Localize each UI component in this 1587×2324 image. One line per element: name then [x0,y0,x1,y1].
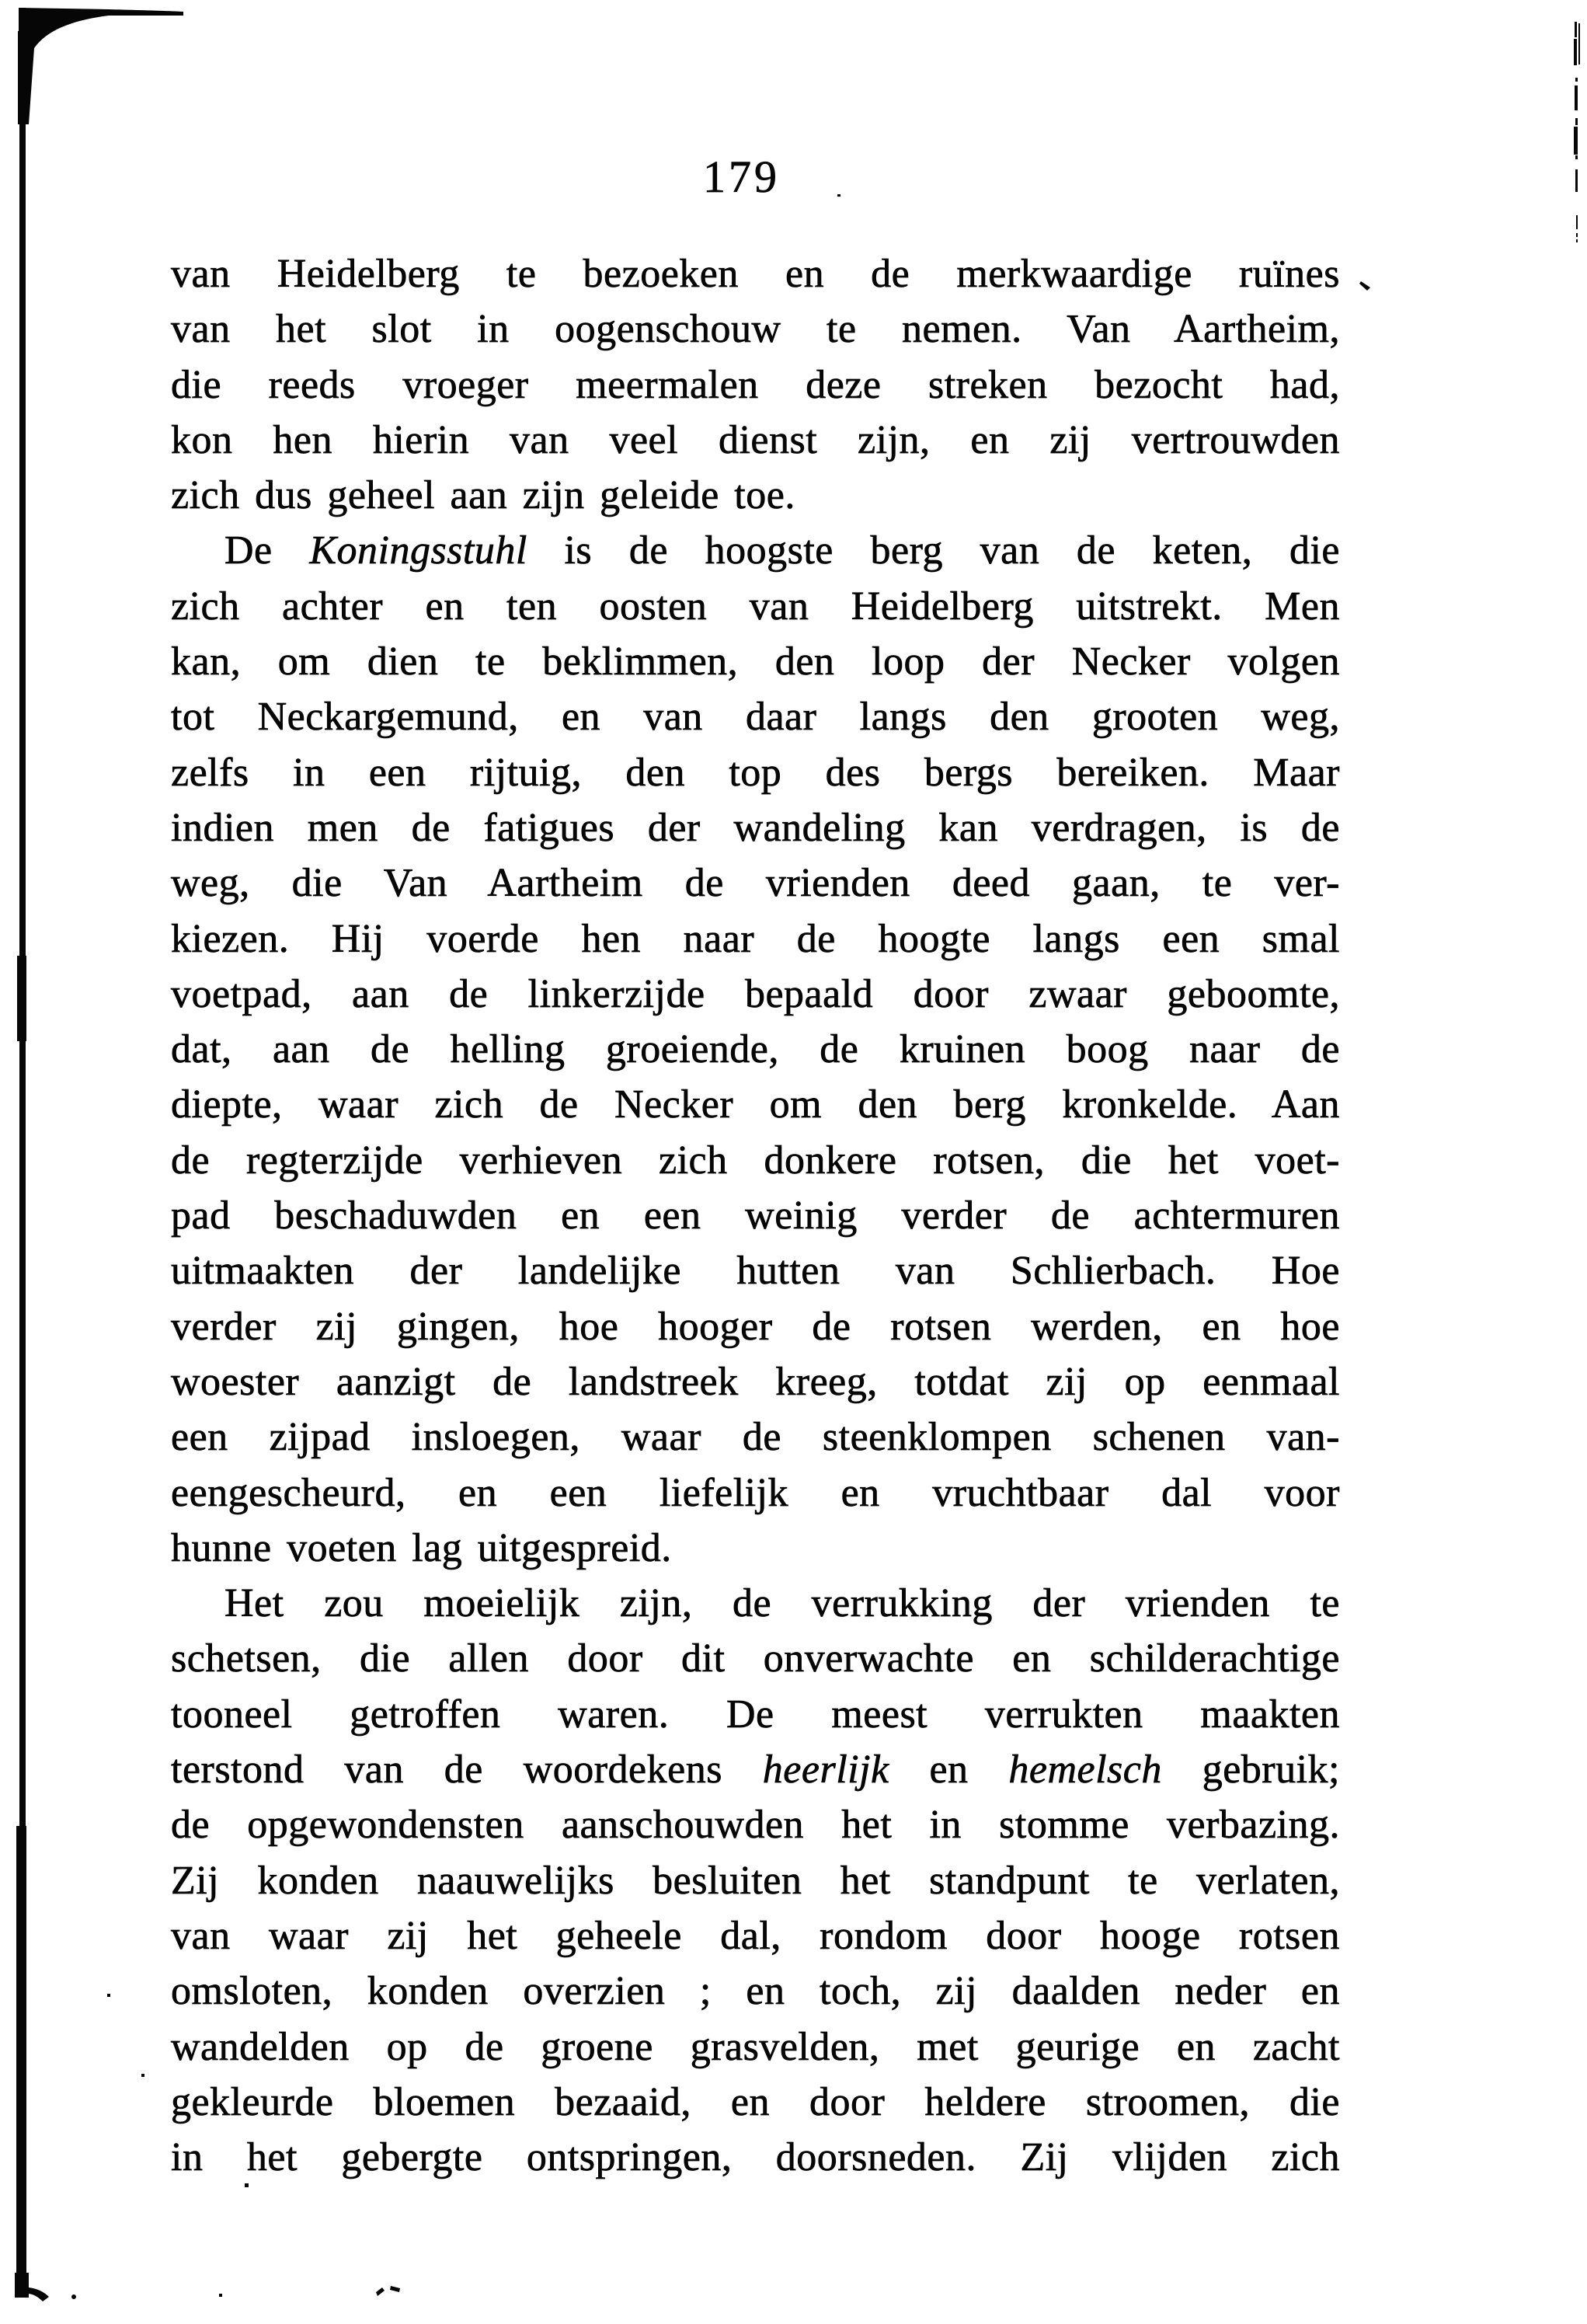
broken-line-top-right-icon [1574,22,1580,242]
text-line: pad beschaduwden en een weinig verder de achtermuren [171,1193,1340,1239]
text-line: wandelden op de groene grasvelden, met geurige en zacht [171,2024,1340,2069]
page-number: 179 [703,152,780,202]
text-line: woester aanzigt de landstreek kreeg, totdat zij op eenmaal [171,1359,1340,1404]
text-line: weg, die Van Aartheim de vrienden deed gaan, te ver- [171,861,1340,906]
text-line: gekleurde bloemen bezaaid, en door heldere stroomen, die [171,2079,1340,2124]
text-line: een zijpad insloegen, waar de steenklompen schenen van- [171,1415,1340,1460]
text-line: de opgewondensten aanschouwden het in stomme verbazing. [171,1803,1340,1848]
text-line: van Heidelberg te bezoeken en de merkwaardige ruïnes [171,252,1340,296]
text-line: die reeds vroeger meermalen deze streken bezocht had, [171,362,1340,407]
text-line: indien men de fatigues der wandeling kan verdragen, is de [171,805,1340,850]
text-line: eengescheurd, en een liefelijk en vruchtbaar dal voor [171,1470,1340,1515]
text-block [171,246,1340,2185]
text-line: van het slot in oogenschouw te nemen. Van Aartheim, [171,307,1340,352]
text-line: in het gebergte ontspringen, doorsneden. Zij vlijden zich [171,2135,1340,2180]
text-line: Het zou moeielijk zijn, de verrukking der vrienden te [224,1581,1340,1626]
text-line: De Koningsstuhl is de hoogste berg van de keten, die [224,528,1340,573]
text-line: verder zij gingen, hoe hooger de rotsen werden, en hoe [171,1304,1340,1349]
text-line: terstond van de woordekens heerlijk en hemelsch gebruik; [171,1747,1340,1793]
paragraph [171,1576,1340,2185]
text-line: de regterzijde verhieven zich donkere rotsen, die het voet- [171,1138,1340,1183]
paragraph [171,523,1340,1576]
text-line: voetpad, aan de linkerzijde bepaald door zwaar geboomte, [171,971,1340,1016]
binding-line-icon [19,8,26,2297]
text-line: van waar zij het geheele dal, rondom door hooge rotsen [171,1913,1340,1958]
binding-corner-icon [19,8,183,124]
text-line: tot Neckargemund, en van daar langs den grooten weg, [171,695,1340,740]
text-line: uitmaakten der landelijke hutten van Schlierbach. Hoe [171,1249,1340,1294]
text-line: kiezen. Hij voerde hen naar de hoogte langs een smal [171,916,1340,961]
text-line: diepte, waar zich de Necker om den berg kronkelde. Aan [171,1082,1340,1127]
text-line: tooneel getroffen waren. De meest verrukten maakten [171,1692,1340,1737]
text-line: zich dus geheel aan zijn geleide toe. [171,473,795,518]
text-line: omsloten, konden overzien ; en toch, zij daalden neder en [171,1969,1340,2014]
text-line: kon hen hierin van veel dienst zijn, en zij vertrouwden [171,417,1340,462]
text-line: zich achter en ten oosten van Heidelberg uitstrekt. Men [171,584,1340,629]
text-line: kan, om dien te beklimmen, den loop der Necker volgen [171,639,1340,685]
text-line: dat, aan de helling groeiende, de kruinen boog naar de [171,1027,1340,1072]
text-line: zelfs in een rijtuig, den top des bergs bereiken. Maar [171,750,1340,795]
text-line: Zij konden naauwelijks besluiten het standpunt te verlaten, [171,1858,1340,1903]
text-line: hunne voeten lag uitgespreid. [171,1525,672,1570]
text-line: schetsen, die allen door dit onverwachte en schilderachtige [171,1636,1340,1681]
paragraph [171,246,1340,523]
